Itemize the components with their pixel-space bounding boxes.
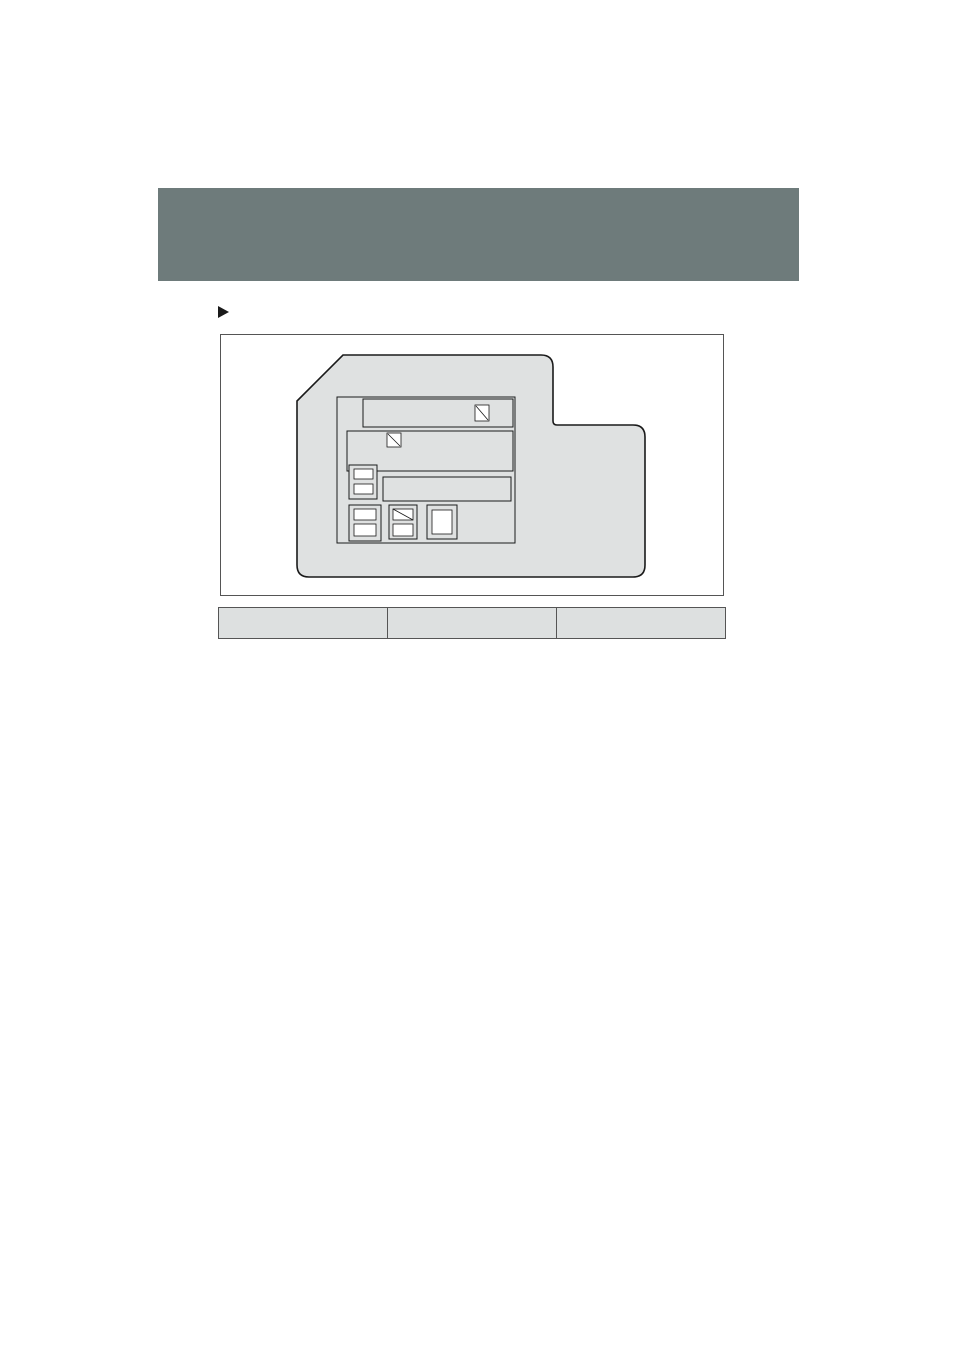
- fuse-box-svg: [221, 335, 723, 595]
- top-fuse-row: [363, 399, 513, 427]
- chapter-header: [158, 188, 799, 281]
- triangle-bullet-icon: [218, 306, 229, 318]
- section-title: [218, 306, 237, 318]
- header-circuit: [557, 608, 726, 639]
- table-header-row: [219, 608, 726, 639]
- bottom-fuse-row: [383, 477, 511, 501]
- header-amperage: [388, 608, 557, 639]
- header-fuse: [219, 608, 388, 639]
- fuse-table: [218, 607, 726, 639]
- fuse-box-diagram: [220, 334, 724, 596]
